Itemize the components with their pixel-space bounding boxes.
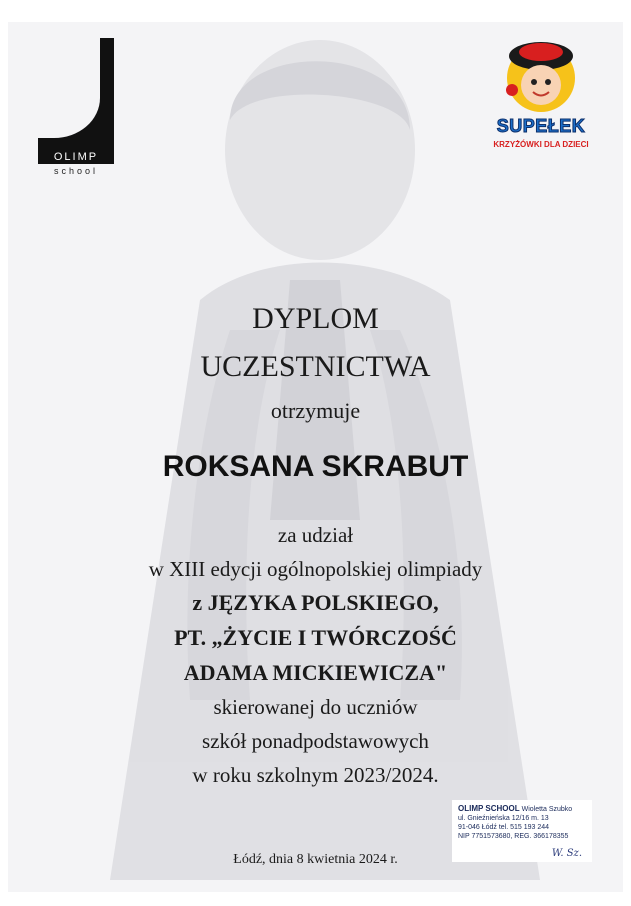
stamp-line-3: 91-046 Łódź tel. 515 193 244 [458,824,550,831]
body-line-8: w roku szkolnym 2023/2024. [192,763,439,787]
supelek-logo-tagline: KRZYŻÓWKI DLA DZIECI [493,140,589,149]
diploma-title-line2: UCZESTNICTWA [200,350,431,383]
body-line-5: ADAMA MICKIEWICZA" [183,660,448,685]
body-line-6: skierowanej do uczniów [213,695,418,719]
issue-date: Łódź, dnia 8 kwietnia 2024 r. [233,852,398,867]
body-line-3: z JĘZYKA POLSKIEGO, [192,590,439,615]
recipient-name: ROKSANA SKRABUT [162,450,469,483]
supelek-mascot-icon [476,38,606,118]
stamp-school-name: OLIMP SCHOOL [458,804,520,813]
stamp-line-1 [458,804,586,814]
olimp-school-logo [38,38,114,178]
olimp-logo-word: OLIMP [38,150,114,164]
body-line-7: szkół ponadpodstawowych [202,729,429,753]
school-stamp [452,800,592,862]
supelek-logo-word: SUPEŁEK [496,116,586,136]
stamp-line-4: NIP 7751573680, REG. 366178355 [458,833,569,840]
supelek-logo [476,38,606,158]
stamp-signature: W. Sz. [551,848,582,859]
body-line-4: PT. „ŻYCIE I TWÓRCZOŚĆ [174,625,457,650]
stamp-owner-name: Wioletta Szubko [519,806,573,813]
body-line-1: za udział [277,523,354,547]
diploma-title-line1: DYPLOM [252,302,379,335]
olimp-logo-sub: school [53,166,98,176]
receives-label: otrzymuje [270,398,361,423]
stamp-line-2: ul. Gnieźnieńska 12/16 m. 13 [458,815,549,822]
body-line-2: w XIII edycji ogólnopolskiej olimpiady [148,557,483,581]
